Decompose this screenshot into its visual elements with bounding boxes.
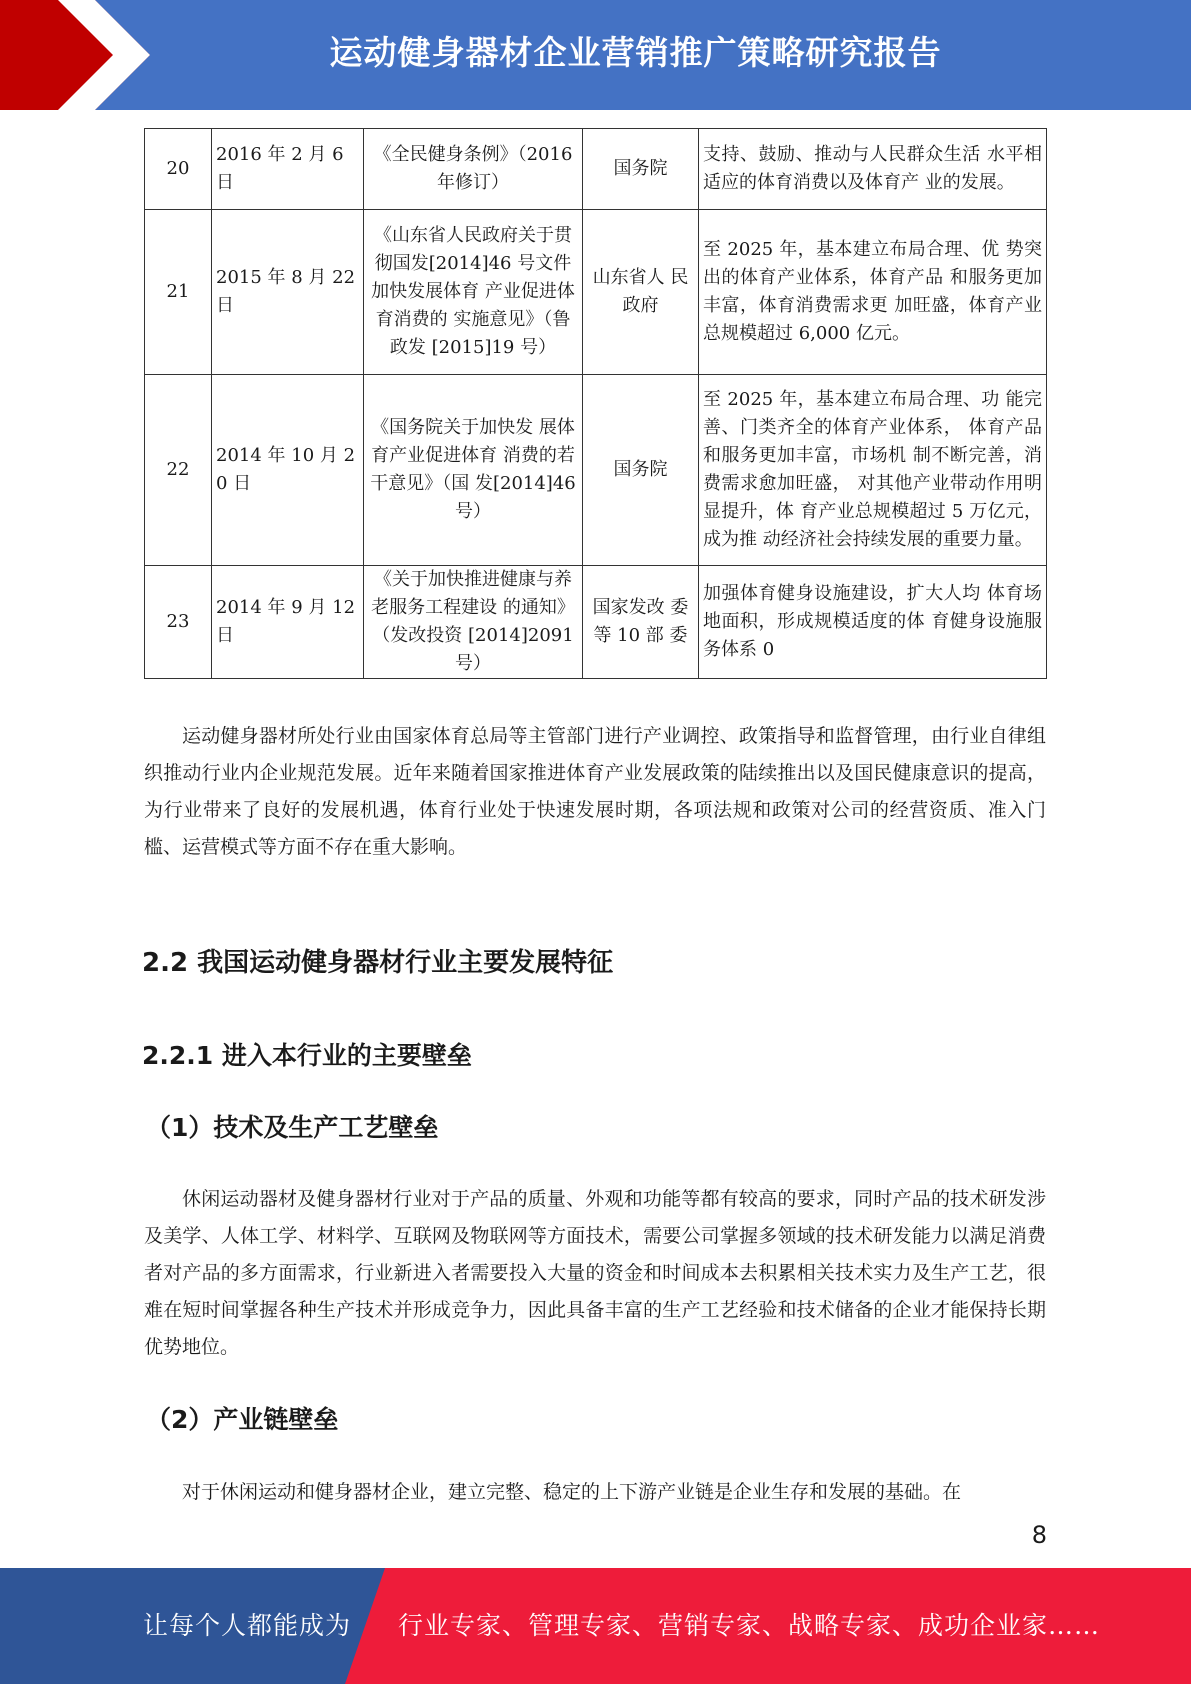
document-name: 《山东省人民政府关于贯彻国发[2014]46 号文件加快发展体育 产业促进体育消费的 实施意见》（鲁政发 [2015]19 号） bbox=[364, 210, 583, 375]
footer-slogan-right: 行业专家、管理专家、营销专家、战略专家、成功企业家…… bbox=[398, 1611, 1101, 1640]
release-date: 2014 年 9 月 12 日 bbox=[212, 566, 364, 679]
row-number: 20 bbox=[145, 129, 212, 210]
row-number: 23 bbox=[145, 566, 212, 679]
row-number: 21 bbox=[145, 210, 212, 375]
policy-content: 加强体育健身设施建设，扩大人均 体育场地面积，形成规模适度的体 育健身设施服务体系 0 bbox=[699, 566, 1047, 679]
document-name: 《关于加快推进健康与养老服务工程建设 的通知》（发改投资 [2014]2091 号） bbox=[364, 566, 583, 679]
issuing-body: 国务院 bbox=[583, 129, 699, 210]
issuing-body: 山东省人 民政府 bbox=[583, 210, 699, 375]
release-date: 2015 年 8 月 22 日 bbox=[212, 210, 364, 375]
page-number: 8 bbox=[1031, 1521, 1047, 1549]
document-name: 《全民健身条例》（2016 年修订） bbox=[364, 129, 583, 210]
barrier-heading-industry-chain: （2）产业链壁垒 bbox=[146, 1405, 339, 1434]
page-footer bbox=[0, 1568, 1191, 1684]
industry-chain-paragraph: 对于休闲运动和健身器材企业，建立完整、稳定的上下游产业链是企业生存和发展的基础。在 bbox=[182, 1481, 962, 1503]
policy-content: 支持、鼓励、推动与人民群众生活 水平相适应的体育消费以及体育产 业的发展。 bbox=[699, 129, 1047, 210]
table-row bbox=[145, 375, 1047, 566]
table-row bbox=[145, 566, 1047, 679]
table-row bbox=[145, 129, 1047, 210]
issuing-body: 国务院 bbox=[583, 375, 699, 566]
issuing-body: 国家发改 委等 10 部 委 bbox=[583, 566, 699, 679]
regulation-paragraph: 运动健身器材所处行业由国家体育总局等主管部门进行产业调控、政策指导和监督管理，由行业自律组织推动行业内企业规范发展。近年来随着国家推进体育产业发展政策的陆续推出以及国民健康意识的提高，为行业带来了良好的发展机遇，体育行业处于快速发展时期，各项法规和政策对公司的经营资质、准入门槛、运营模式等方面不存在重大影响。 bbox=[144, 725, 1046, 858]
subsection-heading: 2.2.1 进入本行业的主要壁垒 bbox=[142, 1041, 472, 1070]
section-heading: 2.2 我国运动健身器材行业主要发展特征 bbox=[142, 948, 614, 978]
policy-content: 至 2025 年，基本建立布局合理、功 能完善、门类齐全的体育产业体系， 体育产品和服务更加丰富，市场机 制不断完善，消费需求愈加旺盛， 对其他产业带动作用明显提升，体 育产业总规模超过 5 万亿元，成为推 动经济社会持续发展的重要力量。 bbox=[699, 375, 1047, 566]
policy-content: 至 2025 年，基本建立布局合理、优 势突出的体育产业体系，体育产品 和服务更加丰富，体育消费需求更 加旺盛，体育产业总规模超过 6,000 亿元。 bbox=[699, 210, 1047, 375]
footer-slogan-left: 让每个人都能成为 bbox=[143, 1611, 352, 1640]
technology-barrier-paragraph: 休闲运动器材及健身器材行业对于产品的质量、外观和功能等都有较高的要求，同时产品的技术研发涉及美学、人体工学、材料学、互联网及物联网等方面技术，需要公司掌握多领域的技术研发能力以满足消费者对产品的多方面需求，行业新进入者需要投入大量的资金和时间成本去积累相关技术实力及生产工艺，很难在短时间掌握各种生产技术并形成竞争力，因此具备丰富的生产工艺经验和技术储备的企业才能保持长期优势地位。 bbox=[144, 1188, 1046, 1358]
table-row bbox=[145, 210, 1047, 375]
release-date: 2014 年 10 月 20 日 bbox=[212, 375, 364, 566]
row-number: 22 bbox=[145, 375, 212, 566]
page-header bbox=[0, 0, 1191, 110]
document-name: 《国务院关于加快发 展体育产业促进体育 消费的若干意见》（国 发[2014]46 号） bbox=[364, 375, 583, 566]
policy-table bbox=[144, 128, 1047, 679]
barrier-heading-technology: （1）技术及生产工艺壁垒 bbox=[146, 1113, 439, 1142]
release-date: 2016 年 2 月 6 日 bbox=[212, 129, 364, 210]
report-title: 运动健身器材企业营销推广策略研究报告 bbox=[329, 33, 942, 72]
header-arrow-decoration bbox=[0, 0, 160, 110]
